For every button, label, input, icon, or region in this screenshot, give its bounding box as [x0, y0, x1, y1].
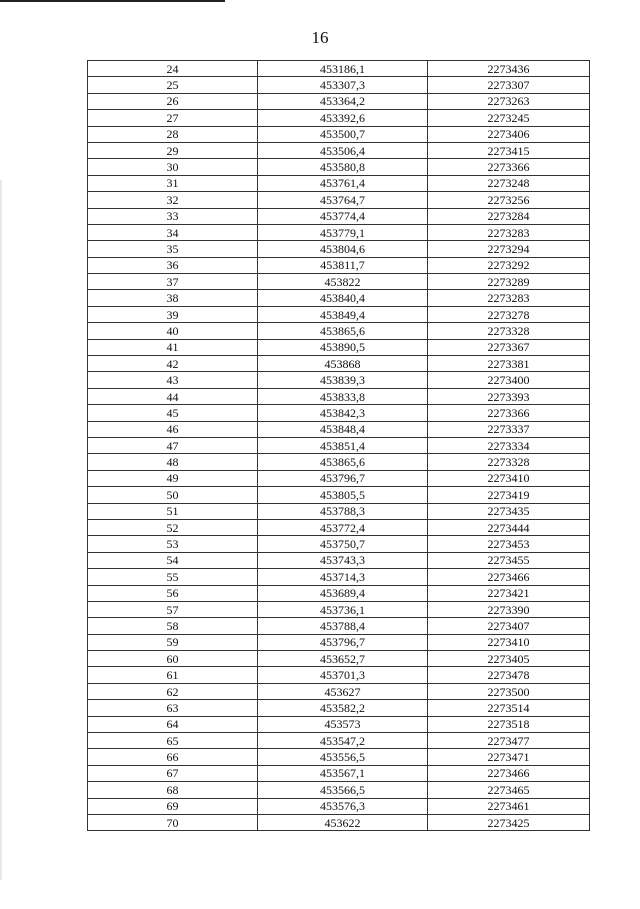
table-row — [88, 536, 590, 552]
table-row — [88, 798, 590, 814]
x-coordinate-cell: 453622 — [258, 814, 428, 830]
x-coordinate-cell: 453774,4 — [258, 208, 428, 224]
point-number-cell: 52 — [88, 519, 258, 535]
y-coordinate-cell: 2273366 — [428, 405, 590, 421]
table-row — [88, 306, 590, 322]
x-coordinate-cell: 453804,6 — [258, 241, 428, 257]
y-coordinate-cell: 2273514 — [428, 700, 590, 716]
table-row — [88, 61, 590, 77]
x-coordinate-cell: 453500,7 — [258, 126, 428, 142]
table-row — [88, 257, 590, 273]
coordinates-table — [87, 60, 590, 831]
point-number-cell: 54 — [88, 552, 258, 568]
point-number-cell: 58 — [88, 618, 258, 634]
table-row — [88, 175, 590, 191]
table-row — [88, 142, 590, 158]
table-row — [88, 749, 590, 765]
x-coordinate-cell: 453779,1 — [258, 224, 428, 240]
point-number-cell: 31 — [88, 175, 258, 191]
x-coordinate-cell: 453805,5 — [258, 487, 428, 503]
point-number-cell: 66 — [88, 749, 258, 765]
y-coordinate-cell: 2273466 — [428, 765, 590, 781]
table-row — [88, 470, 590, 486]
point-number-cell: 35 — [88, 241, 258, 257]
point-number-cell: 26 — [88, 93, 258, 109]
table-row — [88, 192, 590, 208]
point-number-cell: 67 — [88, 765, 258, 781]
y-coordinate-cell: 2273425 — [428, 814, 590, 830]
x-coordinate-cell: 453772,4 — [258, 519, 428, 535]
y-coordinate-cell: 2273337 — [428, 421, 590, 437]
table-row — [88, 77, 590, 93]
table-row — [88, 487, 590, 503]
table-row — [88, 159, 590, 175]
point-number-cell: 68 — [88, 782, 258, 798]
x-coordinate-cell: 453547,2 — [258, 733, 428, 749]
point-number-cell: 34 — [88, 224, 258, 240]
point-number-cell: 36 — [88, 257, 258, 273]
point-number-cell: 50 — [88, 487, 258, 503]
table-row — [88, 356, 590, 372]
point-number-cell: 39 — [88, 306, 258, 322]
x-coordinate-cell: 453566,5 — [258, 782, 428, 798]
x-coordinate-cell: 453186,1 — [258, 61, 428, 77]
y-coordinate-cell: 2273405 — [428, 651, 590, 667]
point-number-cell: 47 — [88, 437, 258, 453]
x-coordinate-cell: 453701,3 — [258, 667, 428, 683]
y-coordinate-cell: 2273407 — [428, 618, 590, 634]
y-coordinate-cell: 2273453 — [428, 536, 590, 552]
point-number-cell: 64 — [88, 716, 258, 732]
y-coordinate-cell: 2273455 — [428, 552, 590, 568]
point-number-cell: 65 — [88, 733, 258, 749]
point-number-cell: 55 — [88, 569, 258, 585]
x-coordinate-cell: 453652,7 — [258, 651, 428, 667]
table-row — [88, 339, 590, 355]
y-coordinate-cell: 2273334 — [428, 437, 590, 453]
table-row — [88, 224, 590, 240]
table-row — [88, 421, 590, 437]
x-coordinate-cell: 453582,2 — [258, 700, 428, 716]
y-coordinate-cell: 2273410 — [428, 634, 590, 650]
table-row — [88, 569, 590, 585]
table-row — [88, 503, 590, 519]
x-coordinate-cell: 453788,4 — [258, 618, 428, 634]
x-coordinate-cell: 453796,7 — [258, 470, 428, 486]
x-coordinate-cell: 453840,4 — [258, 290, 428, 306]
y-coordinate-cell: 2273415 — [428, 142, 590, 158]
point-number-cell: 62 — [88, 683, 258, 699]
point-number-cell: 56 — [88, 585, 258, 601]
x-coordinate-cell: 453848,4 — [258, 421, 428, 437]
table-row — [88, 651, 590, 667]
point-number-cell: 53 — [88, 536, 258, 552]
page-number: 16 — [311, 28, 329, 47]
table-row — [88, 454, 590, 470]
x-coordinate-cell: 453392,6 — [258, 110, 428, 126]
point-number-cell: 51 — [88, 503, 258, 519]
point-number-cell: 25 — [88, 77, 258, 93]
x-coordinate-cell: 453851,4 — [258, 437, 428, 453]
table-row — [88, 814, 590, 830]
table-row — [88, 208, 590, 224]
x-coordinate-cell: 453890,5 — [258, 339, 428, 355]
x-coordinate-cell: 453849,4 — [258, 306, 428, 322]
x-coordinate-cell: 453833,8 — [258, 388, 428, 404]
point-number-cell: 37 — [88, 274, 258, 290]
x-coordinate-cell: 453573 — [258, 716, 428, 732]
point-number-cell: 30 — [88, 159, 258, 175]
table-row — [88, 93, 590, 109]
y-coordinate-cell: 2273400 — [428, 372, 590, 388]
point-number-cell: 43 — [88, 372, 258, 388]
table-row — [88, 274, 590, 290]
y-coordinate-cell: 2273421 — [428, 585, 590, 601]
point-number-cell: 41 — [88, 339, 258, 355]
x-coordinate-cell: 453364,2 — [258, 93, 428, 109]
x-coordinate-cell: 453307,3 — [258, 77, 428, 93]
table-row — [88, 667, 590, 683]
y-coordinate-cell: 2273328 — [428, 454, 590, 470]
table-row — [88, 372, 590, 388]
x-coordinate-cell: 453764,7 — [258, 192, 428, 208]
table-row — [88, 388, 590, 404]
table-row — [88, 552, 590, 568]
x-coordinate-cell: 453865,6 — [258, 323, 428, 339]
y-coordinate-cell: 2273283 — [428, 290, 590, 306]
x-coordinate-cell: 453689,4 — [258, 585, 428, 601]
y-coordinate-cell: 2273406 — [428, 126, 590, 142]
y-coordinate-cell: 2273292 — [428, 257, 590, 273]
x-coordinate-cell: 453576,3 — [258, 798, 428, 814]
x-coordinate-cell: 453743,3 — [258, 552, 428, 568]
y-coordinate-cell: 2273284 — [428, 208, 590, 224]
y-coordinate-cell: 2273477 — [428, 733, 590, 749]
x-coordinate-cell: 453788,3 — [258, 503, 428, 519]
x-coordinate-cell: 453839,3 — [258, 372, 428, 388]
point-number-cell: 33 — [88, 208, 258, 224]
x-coordinate-cell: 453736,1 — [258, 601, 428, 617]
point-number-cell: 69 — [88, 798, 258, 814]
y-coordinate-cell: 2273435 — [428, 503, 590, 519]
y-coordinate-cell: 2273436 — [428, 61, 590, 77]
table-row — [88, 634, 590, 650]
y-coordinate-cell: 2273478 — [428, 667, 590, 683]
y-coordinate-cell: 2273307 — [428, 77, 590, 93]
point-number-cell: 40 — [88, 323, 258, 339]
table-row — [88, 241, 590, 257]
point-number-cell: 42 — [88, 356, 258, 372]
y-coordinate-cell: 2273278 — [428, 306, 590, 322]
y-coordinate-cell: 2273390 — [428, 601, 590, 617]
coordinates-table-body — [88, 61, 590, 831]
y-coordinate-cell: 2273410 — [428, 470, 590, 486]
table-row — [88, 290, 590, 306]
x-coordinate-cell: 453627 — [258, 683, 428, 699]
table-row — [88, 323, 590, 339]
table-row — [88, 716, 590, 732]
point-number-cell: 32 — [88, 192, 258, 208]
point-number-cell: 44 — [88, 388, 258, 404]
table-row — [88, 700, 590, 716]
x-coordinate-cell: 453868 — [258, 356, 428, 372]
y-coordinate-cell: 2273500 — [428, 683, 590, 699]
table-row — [88, 519, 590, 535]
y-coordinate-cell: 2273367 — [428, 339, 590, 355]
table-row — [88, 733, 590, 749]
point-number-cell: 57 — [88, 601, 258, 617]
y-coordinate-cell: 2273366 — [428, 159, 590, 175]
x-coordinate-cell: 453506,4 — [258, 142, 428, 158]
x-coordinate-cell: 453750,7 — [258, 536, 428, 552]
scan-edge-shadow — [0, 180, 2, 880]
table-row — [88, 782, 590, 798]
y-coordinate-cell: 2273471 — [428, 749, 590, 765]
y-coordinate-cell: 2273444 — [428, 519, 590, 535]
table-row — [88, 126, 590, 142]
point-number-cell: 49 — [88, 470, 258, 486]
point-number-cell: 27 — [88, 110, 258, 126]
table-row — [88, 437, 590, 453]
x-coordinate-cell: 453811,7 — [258, 257, 428, 273]
x-coordinate-cell: 453714,3 — [258, 569, 428, 585]
y-coordinate-cell: 2273294 — [428, 241, 590, 257]
y-coordinate-cell: 2273263 — [428, 93, 590, 109]
x-coordinate-cell: 453842,3 — [258, 405, 428, 421]
y-coordinate-cell: 2273419 — [428, 487, 590, 503]
x-coordinate-cell: 453796,7 — [258, 634, 428, 650]
y-coordinate-cell: 2273518 — [428, 716, 590, 732]
y-coordinate-cell: 2273461 — [428, 798, 590, 814]
point-number-cell: 59 — [88, 634, 258, 650]
y-coordinate-cell: 2273466 — [428, 569, 590, 585]
table-row — [88, 601, 590, 617]
y-coordinate-cell: 2273283 — [428, 224, 590, 240]
point-number-cell: 63 — [88, 700, 258, 716]
point-number-cell: 61 — [88, 667, 258, 683]
y-coordinate-cell: 2273248 — [428, 175, 590, 191]
x-coordinate-cell: 453580,8 — [258, 159, 428, 175]
scan-edge-line — [0, 0, 225, 2]
table-row — [88, 110, 590, 126]
point-number-cell: 70 — [88, 814, 258, 830]
y-coordinate-cell: 2273328 — [428, 323, 590, 339]
table-row — [88, 765, 590, 781]
x-coordinate-cell: 453567,1 — [258, 765, 428, 781]
point-number-cell: 48 — [88, 454, 258, 470]
point-number-cell: 24 — [88, 61, 258, 77]
table-row — [88, 405, 590, 421]
x-coordinate-cell: 453556,5 — [258, 749, 428, 765]
point-number-cell: 28 — [88, 126, 258, 142]
y-coordinate-cell: 2273381 — [428, 356, 590, 372]
table-row — [88, 683, 590, 699]
x-coordinate-cell: 453761,4 — [258, 175, 428, 191]
y-coordinate-cell: 2273465 — [428, 782, 590, 798]
table-row — [88, 618, 590, 634]
point-number-cell: 45 — [88, 405, 258, 421]
point-number-cell: 29 — [88, 142, 258, 158]
table-row — [88, 585, 590, 601]
point-number-cell: 38 — [88, 290, 258, 306]
point-number-cell: 60 — [88, 651, 258, 667]
y-coordinate-cell: 2273393 — [428, 388, 590, 404]
x-coordinate-cell: 453865,6 — [258, 454, 428, 470]
x-coordinate-cell: 453822 — [258, 274, 428, 290]
y-coordinate-cell: 2273256 — [428, 192, 590, 208]
y-coordinate-cell: 2273245 — [428, 110, 590, 126]
point-number-cell: 46 — [88, 421, 258, 437]
y-coordinate-cell: 2273289 — [428, 274, 590, 290]
